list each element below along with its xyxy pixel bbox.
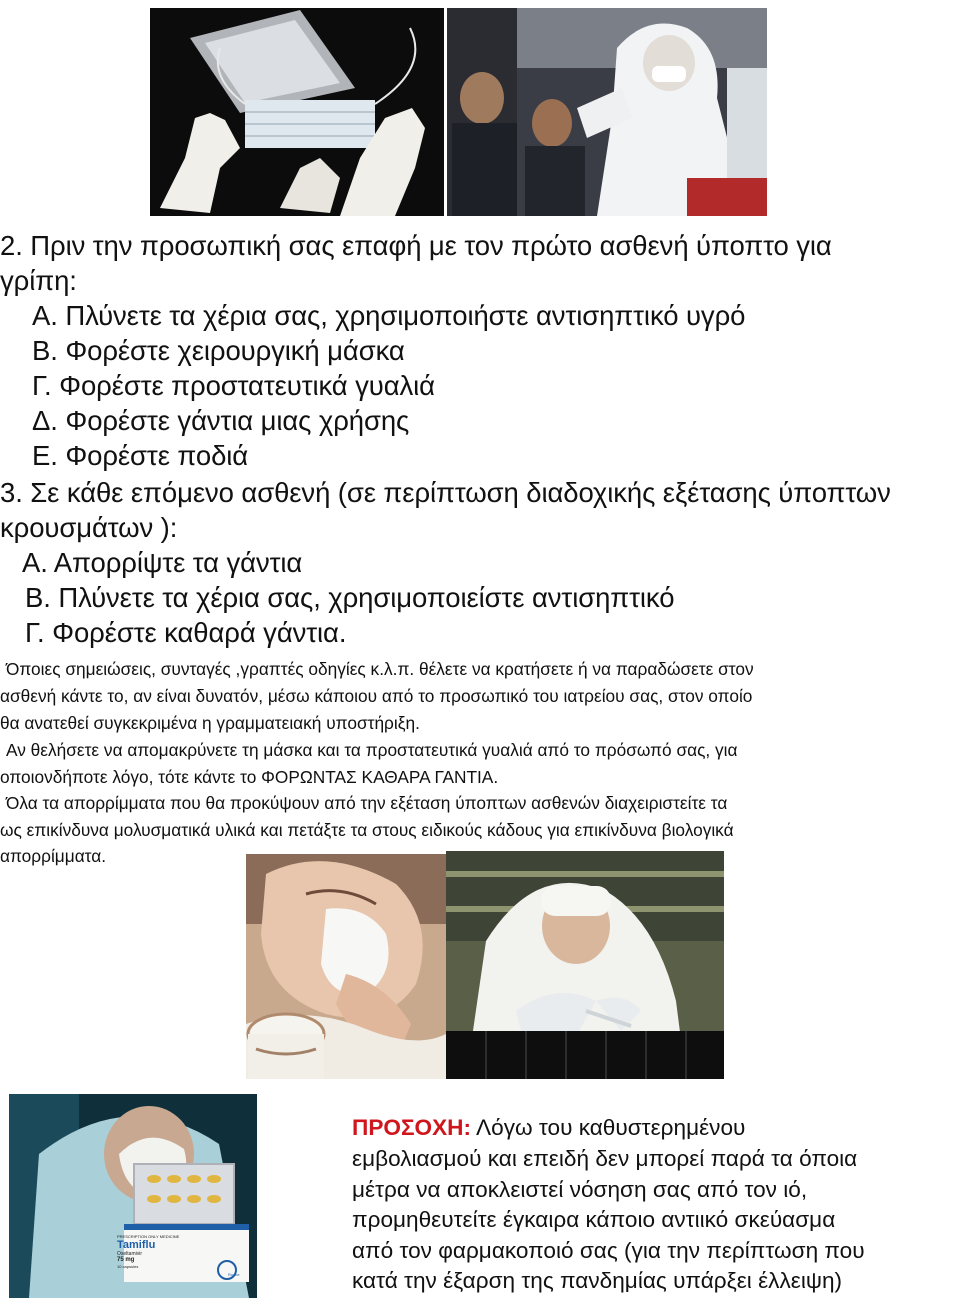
section-2-heading-line-1: 2. Πριν την προσωπική σας επαφή με τον πρώτο ασθενή ύποπτο για [0, 230, 832, 261]
warning-label: ΠΡΟΣΟΧΗ: [352, 1115, 472, 1140]
note-line-7: ως επικίνδυνα μολυσματικά υλικά και πετάξτε τα στους ειδικούς κάδους για επικίνδυνα βιολογικά [0, 820, 734, 840]
pill-box-maker-logo: Roche [228, 1272, 240, 1277]
section-3-heading-line-1: 3. Σε κάθε επόμενο ασθενή (σε περίπτωση διαδοχικής εξέτασης ύποπτων [0, 477, 891, 508]
warning-line-1 [352, 1113, 745, 1144]
photo-health-workers-screening [447, 8, 767, 216]
section-2-item-e: Ε. Φορέστε ποδιά [32, 440, 249, 471]
note-line-2: ασθενή κάντε το, αν είναι δυνατόν, μέσω κάποιου από το προσωπικό του ιατρείου σας, στον οποίο [0, 686, 753, 706]
note-line-1: Όποιες σημειώσεις, συνταγές ,γραπτές οδηγίες κ.λ.π. θέλετε να κρατήσετε ή να παραδώσετε στον [6, 659, 754, 679]
section-2-item-b: Β. Φορέστε χειρουργική μάσκα [32, 335, 405, 366]
section-3-item-c: Γ. Φορέστε καθαρά γάντια. [25, 617, 347, 648]
section-3-heading-line-2: κρουσμάτων ): [0, 512, 178, 543]
warning-line-5: από τον φαρμακοποιό σας (για την περίπτωση που [352, 1238, 865, 1263]
warning-line-2: εμβολιασμού και επειδή δεν μπορεί παρά τα όποια [352, 1146, 858, 1171]
photo-tamiflu-medicine [9, 1094, 257, 1298]
pill-box-brand: Tamiflu [117, 1239, 156, 1251]
section-2-item-a: Α. Πλύνετε τα χέρια σας, χρησιμοποιήστε αντισηπτικό υγρό [32, 300, 746, 331]
section-3-item-b: Β. Πλύνετε τα χέρια σας, χρησιμοποιείστε αντισηπτικό [25, 582, 675, 613]
pill-box-dose: 75 mg [117, 1257, 135, 1263]
warning-line-1-text: Λόγω του καθυστερημένου [471, 1115, 746, 1140]
pill-box-rx-line: PRESCRIPTION ONLY MEDICINE [117, 1234, 180, 1239]
warning-line-3: μέτρα να αποκλειστεί νόσηση σας από τον ιό, [352, 1177, 808, 1202]
photo-mask-and-gloves [150, 8, 444, 216]
pill-box-generic: Oseltamivir [117, 1251, 143, 1257]
note-line-5: οποιονδήποτε λόγο, τότε κάντε το ΦΟΡΩΝΤΑΣ ΚΑΘΑΡΑ ΓΑΝΤΙΑ. [0, 767, 499, 787]
pill-box-count: 10 capsules [117, 1264, 139, 1269]
warning-line-4: προμηθευτείτε έγκαιρα κάποιο αντιικό σκεύασμα [352, 1207, 836, 1232]
note-line-6: Όλα τα απορρίμματα που θα προκύψουν από την εξέταση ύποπτων ασθενών διαχειριστείτε τα [6, 793, 728, 813]
section-2-item-c: Γ. Φορέστε προστατευτικά γυαλιά [32, 370, 435, 401]
section-2-item-d: Δ. Φορέστε γάντια μιας χρήσης [32, 405, 410, 436]
note-line-8: απορρίμματα. [0, 846, 107, 866]
photo-sick-woman-with-tissue [246, 854, 446, 1079]
warning-line-6: κατά την έξαρση της πανδημίας υπάρξει έλλειψη) [352, 1268, 843, 1293]
note-line-4: Αν θελήσετε να απομακρύνετε τη μάσκα και τα προστατευτικά γυαλιά από το πρόσωπό σας, για [6, 740, 738, 760]
section-2-heading-line-2: γρίπη: [0, 265, 77, 296]
pill-box-label [117, 1234, 237, 1278]
section-3-item-a: Α. Απορρίψτε τα γάντια [22, 547, 303, 578]
note-line-3: θα ανατεθεί συγκεκριμένα η γραμματειακή υποστήριξη. [0, 713, 420, 733]
photo-lab-technician-samples [446, 851, 724, 1079]
